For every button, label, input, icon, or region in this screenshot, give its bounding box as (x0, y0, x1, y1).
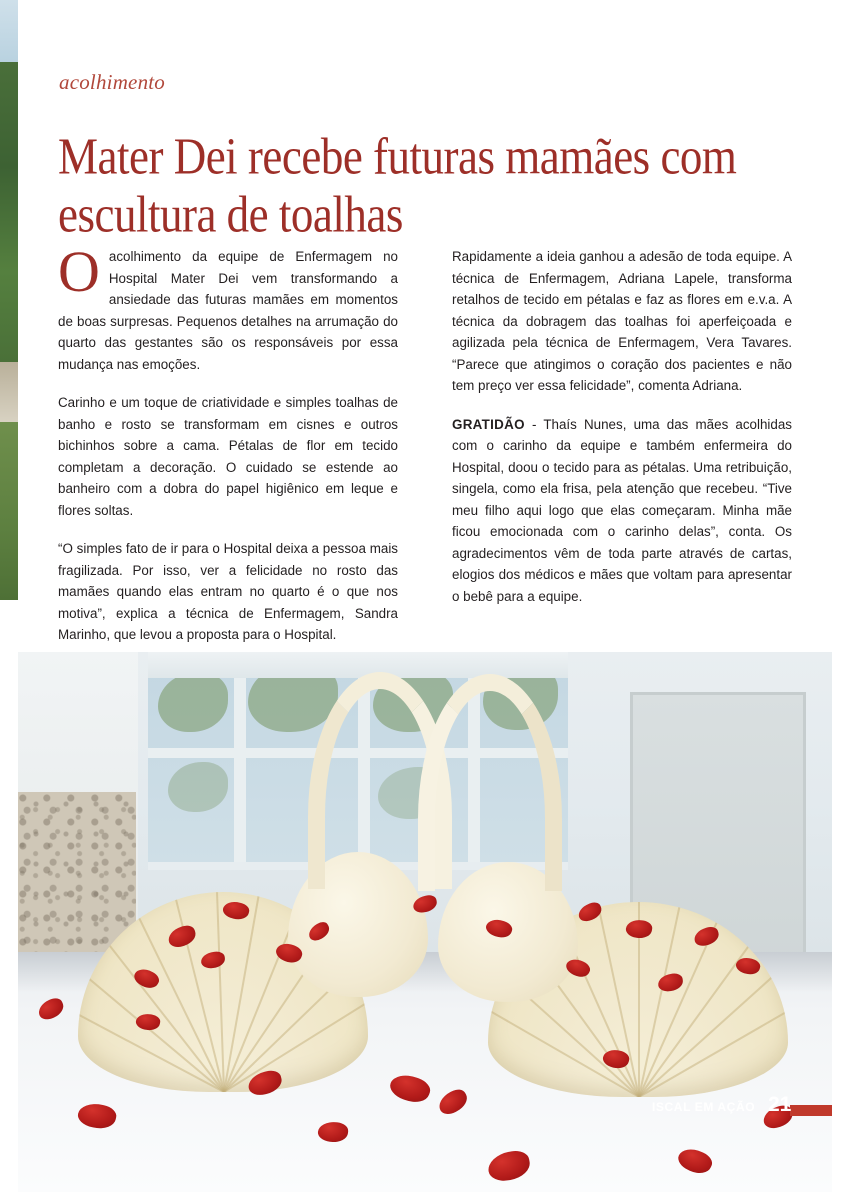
footer-accent-bar (790, 1105, 832, 1116)
paragraph: “O simples fato de ir para o Hospital deixa a pessoa mais fragilizada. Por isso, ver a felicidade no rosto das mamães quando elas entram no quarto é o que nos motiva”, explica a técnica de Enfermagem, Sandra Marinho, que levou a proposta para o Hospital. (58, 541, 398, 642)
paragraph: Rapidamente a ideia ganhou a adesão de toda equipe. A técnica de Enfermagem, Adriana Lapele, transforma retalhos de tecido em pétalas e faz as flores em e.v.a. A técnica da dobragem das toalhas foi aperfeiçoada e agilizada pela técnica de Enfermagem, Vera Tavares. “Parece que atingimos o coração dos pacientes e não tem preço ver essa felicidade”, comenta Adriana. (452, 249, 792, 393)
window-mullion (234, 652, 246, 862)
paragraph: Carinho e um toque de criatividade e simples toalhas de banho e rosto se transformam em cisnes e outros bichinhos sobre a cama. Pétalas de flor em tecido completam a decoração. O cuidado se estende ao banheiro com a dobra do papel higiênico em leque e flores soltas. (58, 395, 398, 518)
article-kicker: acolhimento (59, 70, 166, 94)
paragraph-lead-in-label: GRATIDÃO (452, 416, 525, 432)
article-column-left (58, 239, 398, 663)
paragraph-gratidao-text: - Thaís Nunes, uma das mães acolhidas com o carinho da equipe e também enfermeira do Hospital, doou o tecido para as pétalas. Uma retribuição, singela, como ela frisa, pela atenção que recebeu. “Tive meu filho aqui logo que elas começaram. Minha mãe ficou emocionada com o carinho delas”, conta. Os agradecimentos vêm de toda parte através de cartas, elogios dos médicos e mães que voltam para apresentar o bebê para a equipe. (452, 416, 792, 604)
article-column-right (452, 246, 792, 624)
page-title: Mater Dei recebe futuras mamães com escultura de toalhas (58, 127, 737, 244)
window-foliage (158, 672, 228, 732)
article-photo (18, 652, 832, 1192)
paragraph-lead (58, 239, 398, 375)
photo-window-valance (148, 652, 568, 678)
paragraph-gratidao (452, 414, 792, 608)
drop-cap: O (58, 239, 100, 304)
footer-page-number: 21 (768, 1093, 792, 1116)
window-foliage (168, 762, 228, 812)
paragraph-lead-text: acolhimento da equipe de Enfermagem no Hospital Mater Dei vem transformando a ansiedade das futuras mamães em momentos de boas surpresas. Pequenos detalhes na arrumação do quarto das gestantes são os responsáveis por essa mudança nas emoções. (58, 249, 398, 372)
footer-publication: ISCAL EM AÇÃO (652, 1100, 756, 1114)
